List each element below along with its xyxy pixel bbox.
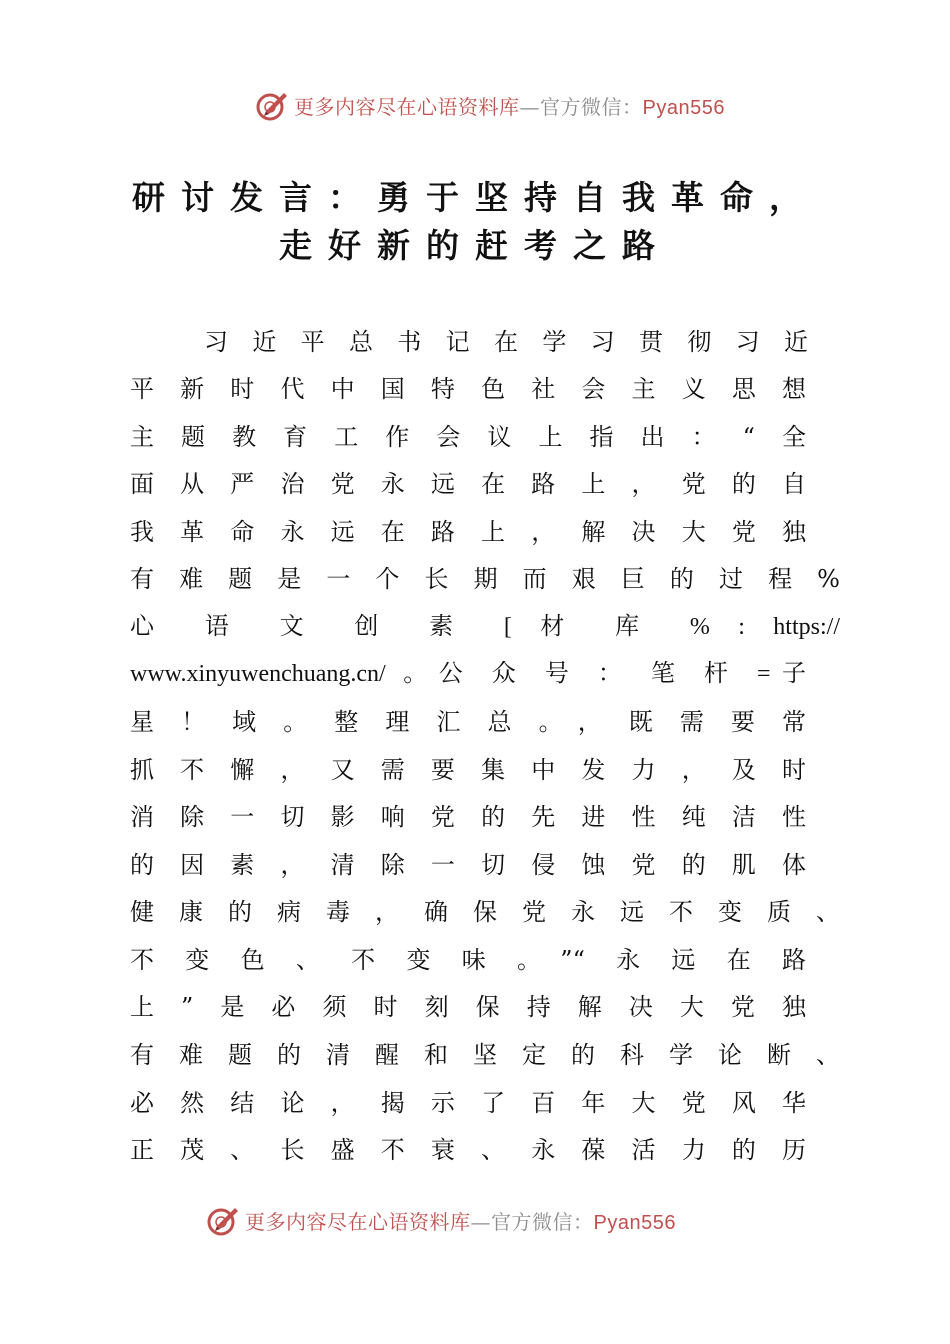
pen-logo-icon	[205, 1202, 241, 1238]
body-line: 我革命永远在路上，解决大党独	[130, 518, 806, 546]
body-line: 正茂、长盛不衰、永葆活力的历	[130, 1136, 806, 1164]
body-line: 健康的病毒，确保党永远不变质、	[130, 898, 840, 926]
body-line: 抓不懈，又需要集中发力，及时	[130, 756, 806, 784]
body-line: 有难题是一个长期而艰巨的过程%	[130, 565, 840, 593]
body-line: 必然结论，揭示了百年大党风华	[130, 1089, 806, 1117]
body-line: 星！域。整理汇总。，既需要常	[130, 708, 806, 736]
body-line: 的因素，清除一切侵蚀党的肌体	[130, 851, 806, 879]
footer-banner	[0, 1200, 950, 1240]
body-line: 平新时代中国特色社会主义思想	[130, 375, 806, 403]
body-line: 心 语 文 创 素 [ 材 库 % : https://	[130, 614, 840, 640]
body-line: 主题教育工作会议上指出：“全	[130, 423, 806, 451]
header-banner-text: 更多内容尽在心语资料库—官方微信：Pyan556	[294, 94, 725, 119]
document-title-line2: 走好新的赶考之路	[279, 226, 671, 265]
body-line: 有难题的清醒和坚定的科学论断、	[130, 1041, 840, 1069]
footer-banner-text: 更多内容尽在心语资料库—官方微信：Pyan556	[245, 1209, 676, 1234]
body-line: 面从严治党永远在路上，党的自	[130, 470, 806, 498]
body-line: 不变色、不变味。”“永远在路	[130, 946, 806, 974]
body-line: www.xinyuwenchuang.cn/ 。公 众 号 ： 笔 杆 =子	[130, 661, 806, 687]
body-line: 上”是必须时刻保持解决大党独	[130, 993, 806, 1021]
body-line: 消除一切影响党的先进性纯洁性	[130, 803, 806, 831]
header-banner	[0, 85, 950, 125]
pen-logo-icon	[254, 87, 290, 123]
body-line: 习近平总书记在学习贯彻习近	[204, 328, 808, 356]
document-title-line1: 研讨发言：勇于坚持自我革命，	[132, 178, 818, 217]
